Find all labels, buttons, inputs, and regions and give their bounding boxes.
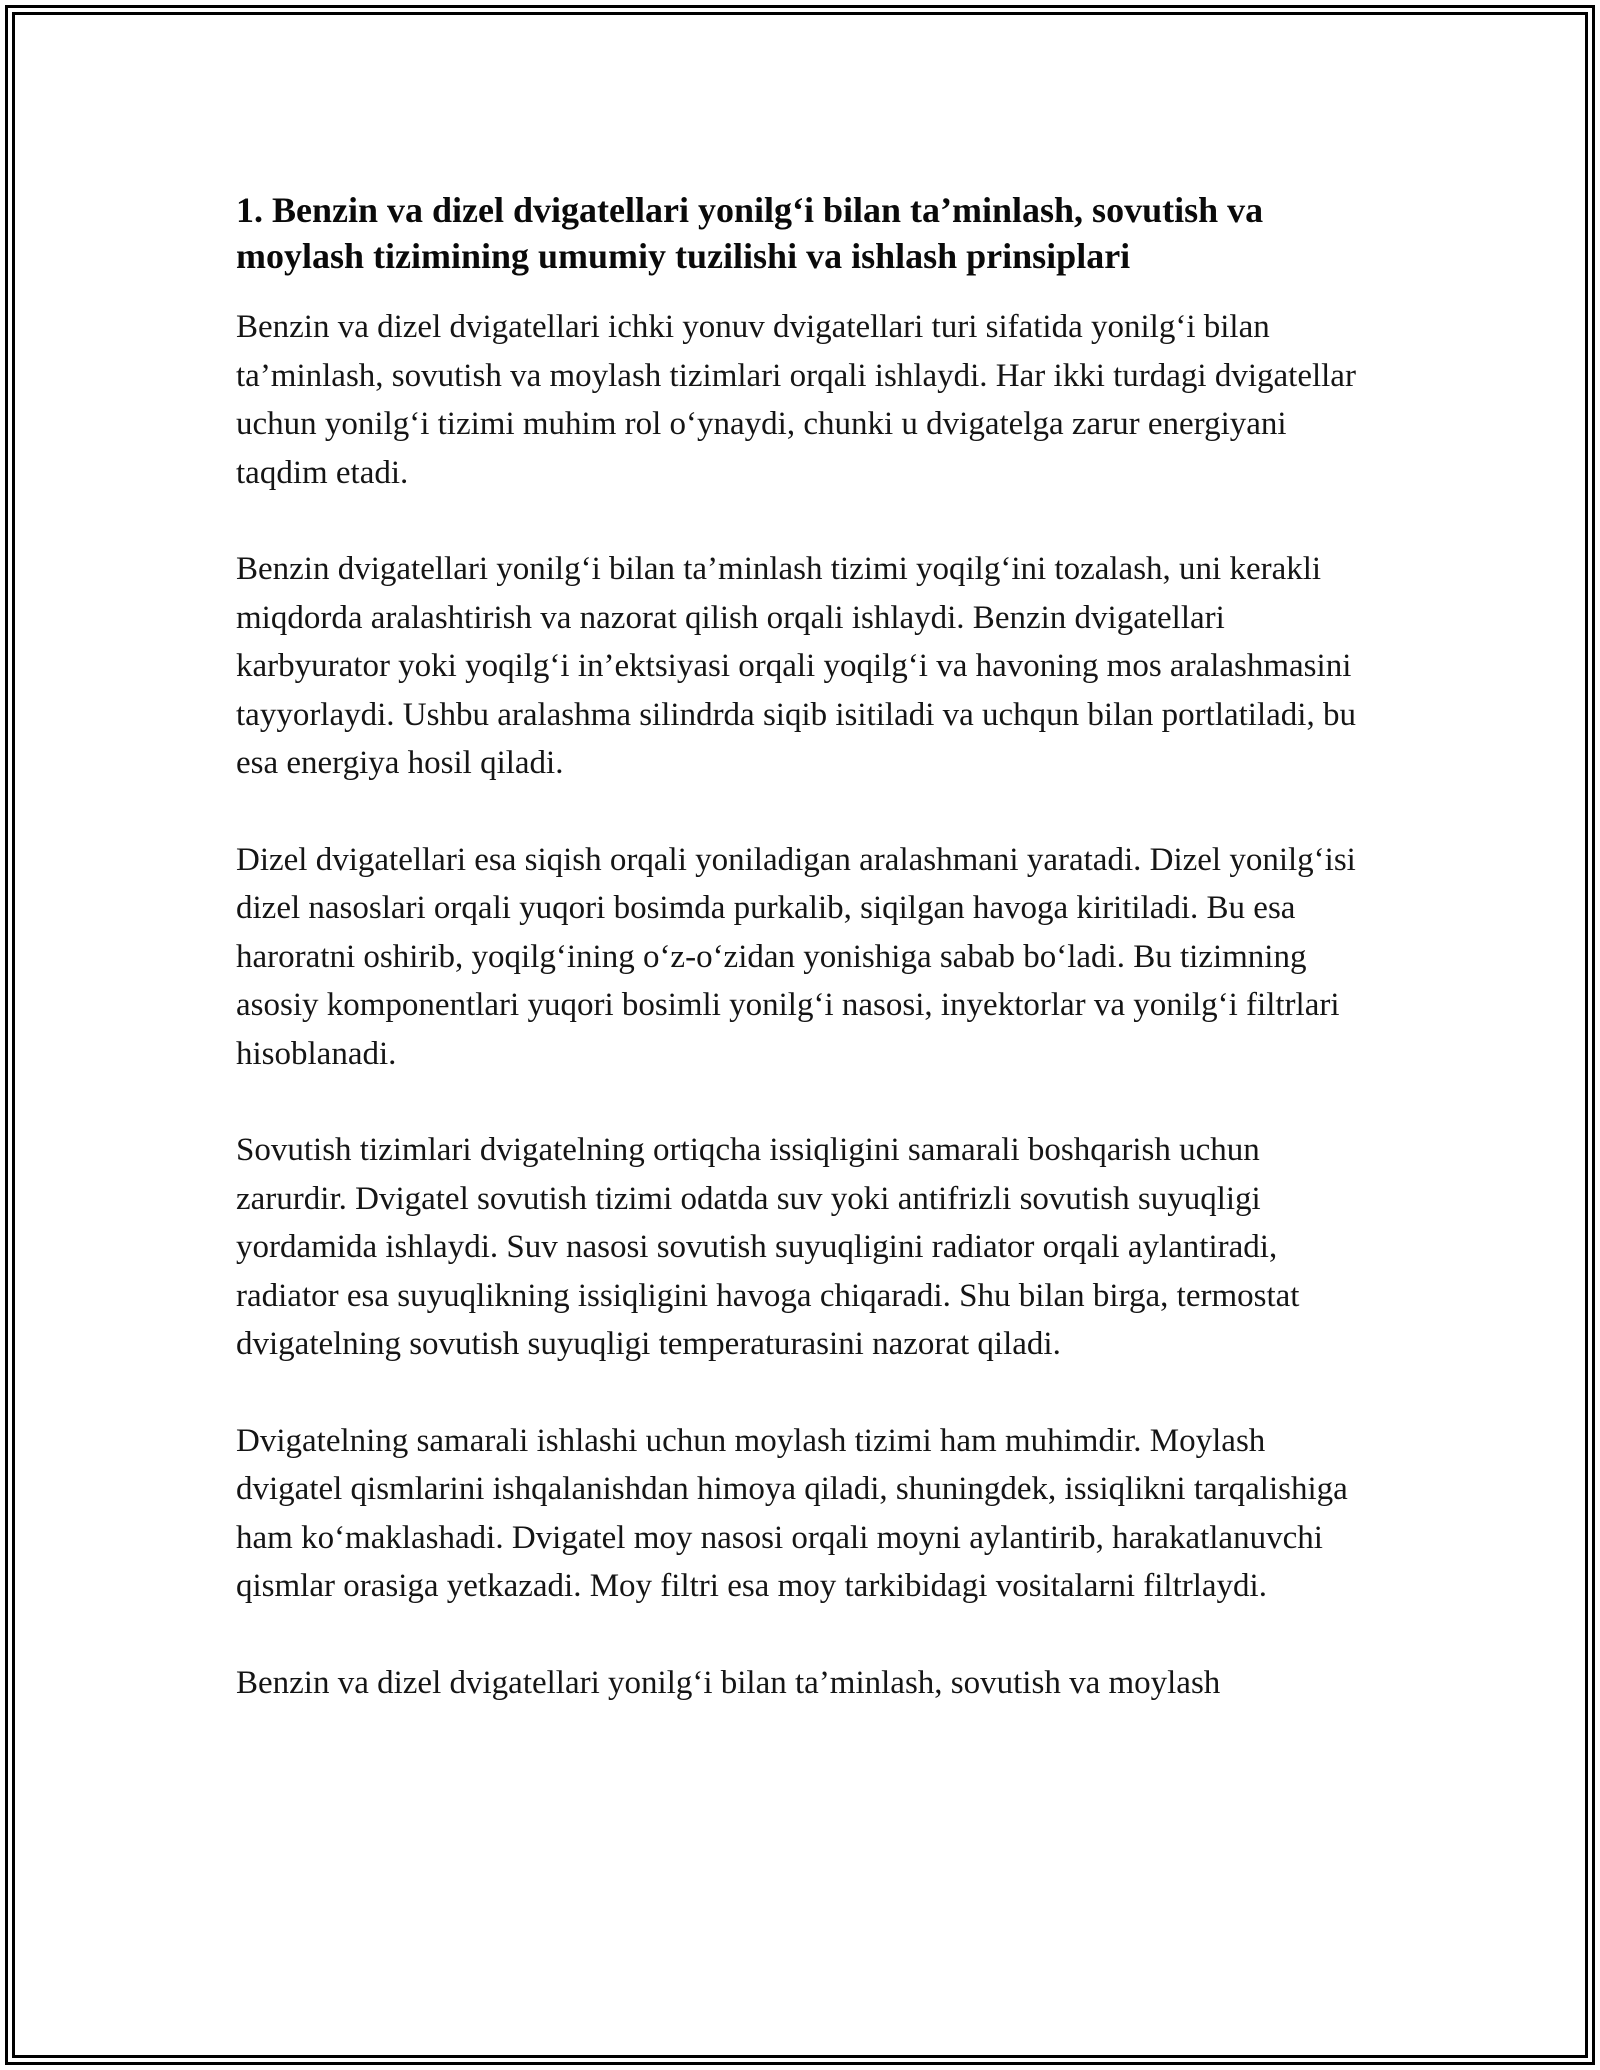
paragraph-cooling-system: Sovutish tizimlari dvigatelning ortiqcha issiqligini samarali boshqarish uchun zarurdir. Dvigatel sovutish tizimi odatda suv yoki antifrizli sovutish suyuqligi yordamida ishlaydi. Suv nasosi sovutish suyuqligini radiator orqali aylantiradi, radiator esa suyuqlikning issiqligini havoga chiqaradi. Shu bilan birga, termostat dvigatelning sovutish suyuqligi temperaturasini nazorat qiladi. xyxy=(236,1132,1300,1362)
paragraph-diesel-fuel-system: Dizel dvigatellari esa siqish orqali yoniladigan aralashmani yaratadi. Dizel yonilg‘isi dizel nasoslari orqali yuqori bosimda purkalib, siqilgan havoga kiritiladi. Bu esa haroratni oshirib, yoqilg‘ining o‘z-o‘zidan yonishiga sabab bo‘ladi. Bu tizimning asosiy komponentlari yuqori bosimli yonilg‘i nasosi, inyektorlar va yonilg‘i filtrlari hisoblanadi. xyxy=(236,841,1356,1072)
paragraph-summary-start: Benzin va dizel dvigatellari yonilg‘i bilan ta’minlash, sovutish va moylash xyxy=(236,1664,1221,1701)
paragraph-lubrication-system: Dvigatelning samarali ishlashi uchun moylash tizimi ham muhimdir. Moylash dvigatel qismlarini ishqalanishdan himoya qiladi, shuningdek, issiqlikni tarqalishiga ham ko‘maklashadi. Dvigatel moy nasosi orqali moyni aylantirib, harakatlanuvchi qismlar orasiga yetkazadi. Moy filtri esa moy tarkibidagi vositalarni filtrlaydi. xyxy=(236,1422,1348,1604)
section-heading: 1. Benzin va dizel dvigatellari yonilg‘i bilan ta’minlash, sovutish va moylash tizimining umumiy tuzilishi va ishlash prinsiplari xyxy=(236,190,1264,276)
paragraph-petrol-fuel-system: Benzin dvigatellari yonilg‘i bilan ta’minlash tizimi yoqilg‘ini tozalash, uni kerakli miqdorda aralashtirish va nazorat qilish orqali ishlaydi. Benzin dvigatellari karbyurator yoki yoqilg‘i in’ektsiyasi orqali yoqilg‘i va havoning mos aralashmasini tayyorlaydi. Ushbu aralashma silindrda siqib isitiladi va uchqun bilan portlatiladi, bu esa energiya hosil qiladi. xyxy=(236,551,1356,781)
document-body xyxy=(236,187,1376,1755)
paragraph-intro: Benzin va dizel dvigatellari ichki yonuv dvigatellari turi sifatida yonilg‘i bilan ta’minlash, sovutish va moylash tizimlari orqali ishlaydi. Har ikki turdagi dvigatellar uchun yonilg‘i tizimi muhim rol o‘ynaydi, chunki u dvigatelga zarur energiyani taqdim etadi. xyxy=(236,309,1356,491)
